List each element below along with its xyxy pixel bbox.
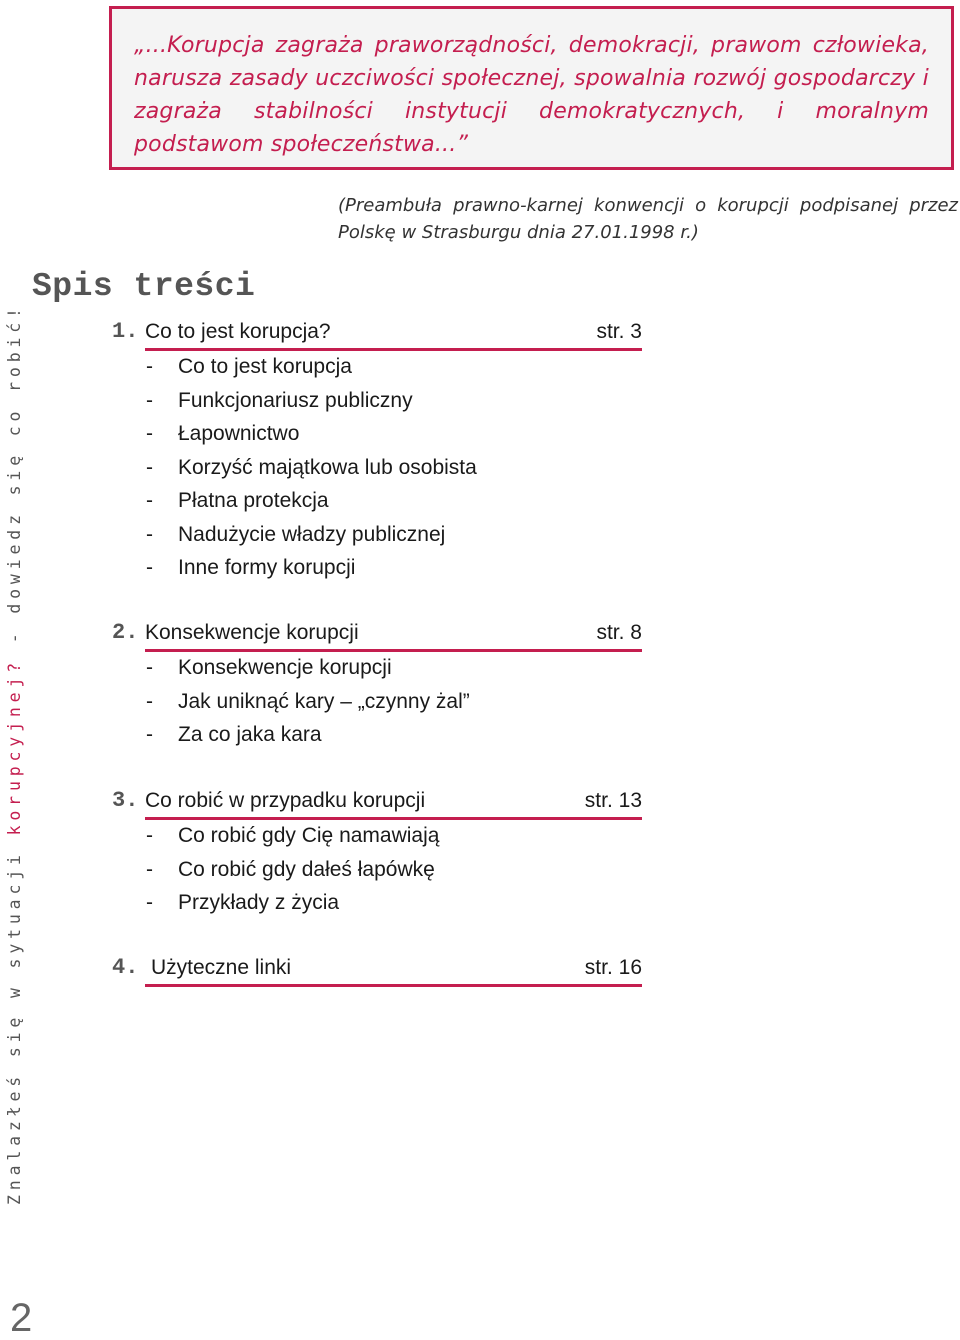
section-items <box>112 651 642 752</box>
toc-section-header[interactable] <box>112 617 642 651</box>
section-title: Co to jest korupcja? <box>145 320 331 343</box>
toc-section-header[interactable] <box>112 316 642 350</box>
section-page: str. 8 <box>596 621 642 644</box>
toc-section-3 <box>112 785 642 920</box>
page-number: 2 <box>10 1296 33 1340</box>
section-line <box>145 316 642 351</box>
section-page: str. 16 <box>584 956 642 979</box>
section-items <box>112 350 642 585</box>
toc-section-4 <box>112 952 642 986</box>
toc-item[interactable]: - Przykłady z życia <box>146 891 340 914</box>
section-page: str. 3 <box>596 320 642 343</box>
toc-item[interactable]: - Co to jest korupcja <box>146 355 352 378</box>
toc-item[interactable]: - Konsekwencje korupcji <box>146 656 392 679</box>
section-items <box>112 819 642 920</box>
section-number: 1. <box>112 319 139 344</box>
toc-item[interactable]: - Inne formy korupcji <box>146 556 356 579</box>
toc-section-1 <box>112 316 642 585</box>
section-title: Co robić w przypadku korupcji <box>145 789 426 812</box>
quote-box <box>109 6 954 170</box>
quote-source: (Preambuła prawno-karnej konwencji o korupcji podpisanej przez Polskę w Strasburgu dnia 27.01.1998 r.) <box>338 195 958 243</box>
toc-item[interactable]: - Za co jaka kara <box>146 723 322 746</box>
toc-section-2 <box>112 617 642 752</box>
sidebar-part-1: Znalazłeś się w sytuacji <box>5 835 24 1205</box>
section-number: 3. <box>112 788 139 813</box>
toc-item[interactable]: - Jak uniknąć kary – „czynny żal” <box>146 689 470 713</box>
sidebar-part-3: - dowiedz się co robić! <box>5 303 24 658</box>
toc-item[interactable]: - Korzyść majątkowa lub osobista <box>146 455 477 479</box>
section-page: str. 13 <box>584 789 642 812</box>
section-title: Konsekwencje korupcji <box>145 621 359 644</box>
section-title: Użyteczne linki <box>151 956 292 979</box>
toc-item[interactable]: - Co robić gdy Cię namawiają <box>146 824 440 847</box>
vertical-sidebar-text <box>0 205 30 1205</box>
toc-item[interactable]: - Nadużycie władzy publicznej <box>146 522 446 546</box>
quote-text: „...Korupcja zagraża praworządności, demokracji, prawom człowieka, narusza zasady uczciwości społecznej, spowalnia rozwój gospodarczy i zagraża stabilności instytucji demokratycznych, i moralnym podstawom społeczeństwa...” <box>134 33 929 157</box>
sidebar-part-2: korupcyjnej? <box>5 657 24 836</box>
section-line <box>145 617 642 652</box>
section-number: 2. <box>112 620 139 645</box>
toc-section-header[interactable] <box>112 785 642 819</box>
toc-item[interactable]: - Funkcjonariusz publiczny <box>146 388 413 412</box>
section-line <box>145 952 642 987</box>
section-number: 4. <box>112 955 139 980</box>
toc-item[interactable]: - Co robić gdy dałeś łapówkę <box>146 857 435 881</box>
toc-item[interactable]: - Łapownictwo <box>146 422 300 445</box>
toc-section-header[interactable] <box>112 952 642 986</box>
section-line <box>145 785 642 820</box>
toc-item[interactable]: - Płatna protekcja <box>146 489 329 512</box>
toc-title: Spis treści <box>32 268 256 305</box>
